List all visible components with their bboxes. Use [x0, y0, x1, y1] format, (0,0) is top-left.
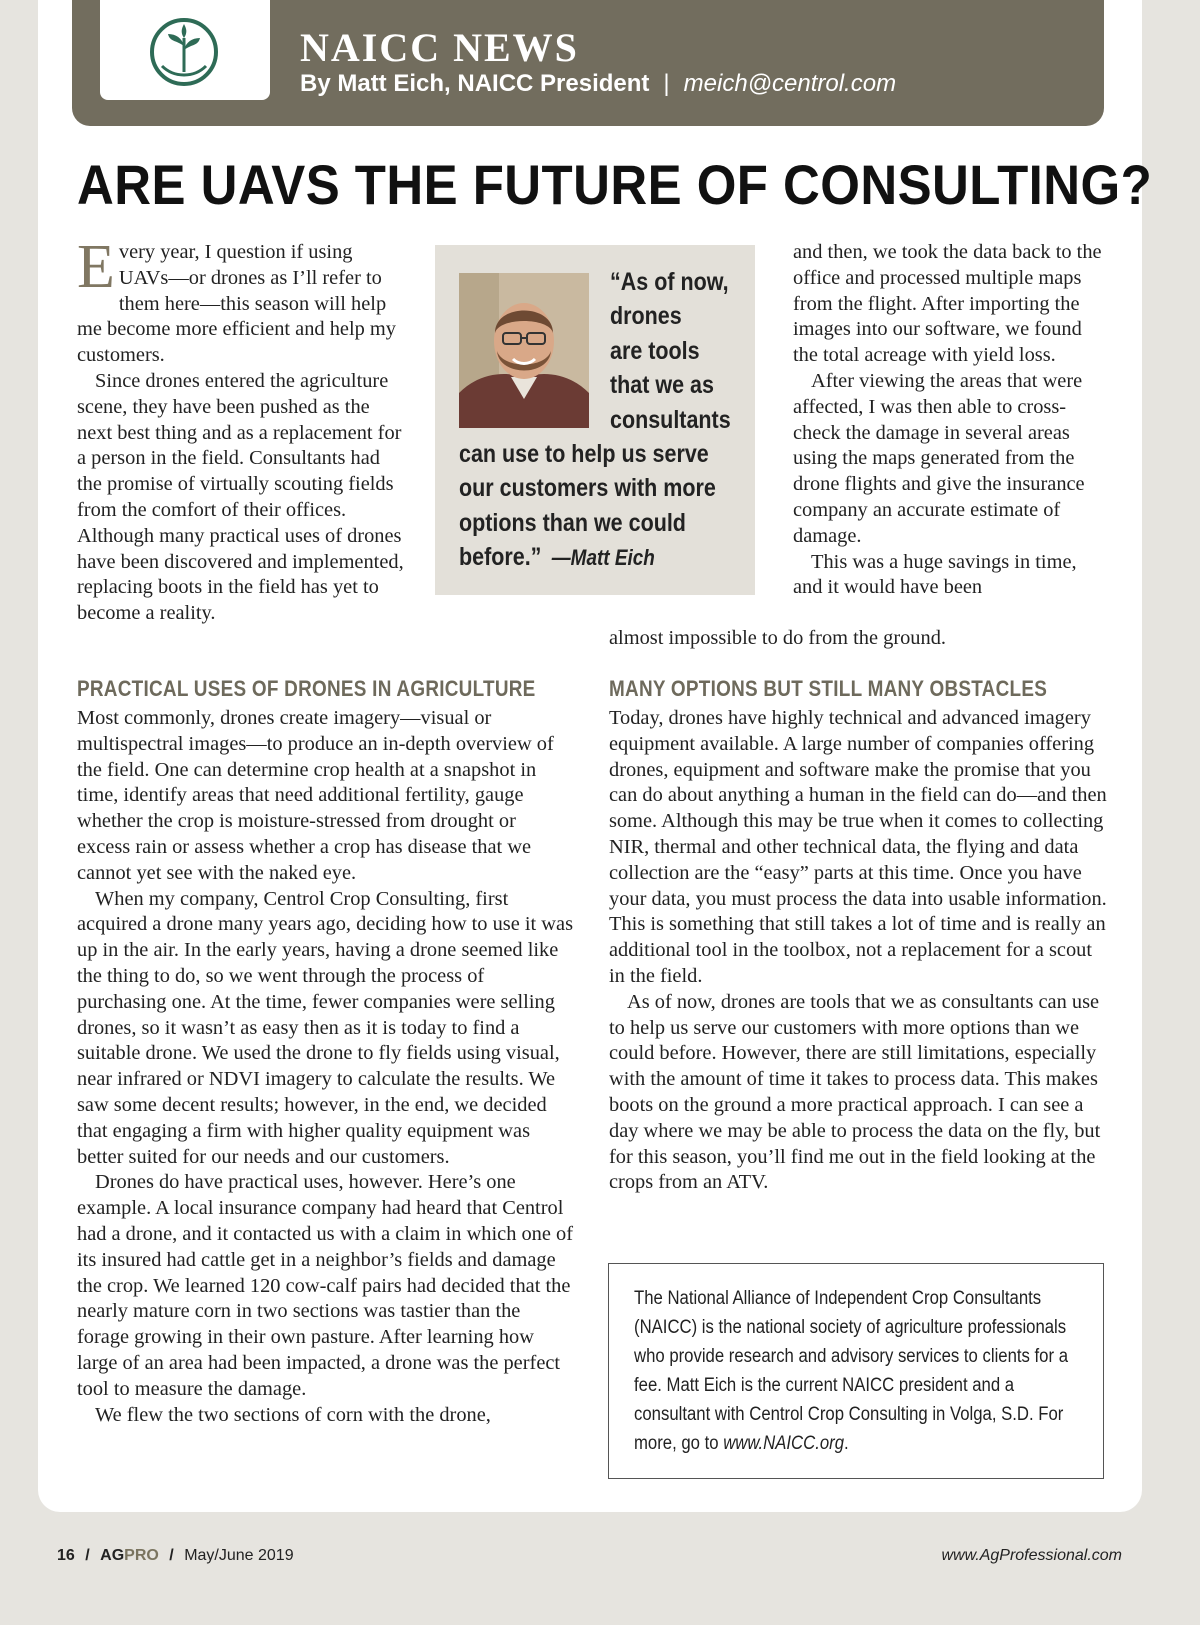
col3-paragraph-3-end [609, 626, 1109, 652]
article-headline: ARE UAVS THE FUTURE OF CONSULTING? [77, 153, 1153, 216]
section2-paragraph-1: Today, drones have highly technical and advanced imagery equipment available. A large number of companies offering drones, equipment and software make the promise that you can do about anything a human in the field can do—and then some. Although this may be true when it comes to collecting NIR, thermal and other technical data, the flying and data collection are the “easy” parts at this time. Once you have your data, you must process the data into usable information. This is something that still takes a lot of time and is really an additional tool in the toolbox, not a replacement for a scout in the field. [609, 707, 1107, 987]
col3-paragraph-3a: This was a huge savings in time, and it would have been [793, 550, 1077, 599]
col3-paragraph-2: After viewing the areas that were affected, I was then able to cross-check the damage in several areas using the maps generated from the drone flights and give the insurance company an accurate estimate of damage. [793, 369, 1085, 547]
section-title: NAICC NEWS [300, 25, 579, 70]
section1-paragraph-3: Drones do have practical uses, however. Here’s one example. A local insurance company had heard that Centrol had a drone, and it contacted us with a claim in which one of its insured had cattle get in a neighbor’s fields and damage the crop. We learned 120 cow-calf pairs had decided that the nearly mature corn in two sections was tastier than the forage growing in their own pasture. After learning how large of an area had been impacted, a drone was the perfect tool to measure the damage. [77, 1171, 574, 1400]
folio-separator: / [169, 1547, 174, 1564]
section-practical-uses [77, 676, 574, 1428]
footer-website[interactable]: www.AgProfessional.com [941, 1547, 1122, 1564]
pull-quote-line: that we as [610, 371, 714, 400]
pull-quote-line: our customers with more [459, 474, 716, 503]
about-naicc-text [634, 1284, 1074, 1458]
pull-quote-bottom [459, 437, 769, 576]
magazine-name-ag: AG [100, 1547, 125, 1564]
subhead-practical-uses: PRACTICAL USES OF DRONES IN AGRICULTURE [77, 676, 536, 701]
pull-quote-line: are tools [610, 336, 700, 365]
folio-separator: / [85, 1547, 90, 1564]
col3-paragraph-3b: almost impossible to do from the ground. [609, 627, 946, 649]
pull-quote-line: can use to help us serve [459, 440, 709, 468]
naicc-plant-logo-icon [148, 16, 220, 88]
section1-paragraph-4: We flew the two sections of corn with the drone, [95, 1403, 491, 1426]
logo-container [100, 0, 270, 100]
pull-quote-box [435, 245, 755, 595]
section2-paragraph-2: As of now, drones are tools that we as consultants can use to help us serve our customers with more options than we could before. However, there are still limitations, especially with the amount of time it takes to process data. This makes boots on the ground a more practical approach. I can see a day where we may be able to process the data on the fly, but for this season, you’ll find me out in the field looking at the crops from an ATV. [609, 990, 1101, 1194]
byline-separator: | [663, 70, 670, 97]
section1-paragraph-2: When my company, Centrol Crop Consulting, first acquired a drone many years ago, deciding how to use it was up in the air. In the early years, having a drone seemed like the thing to do, so we went through the process of purchasing one. At the time, fewer companies were selling drones, so it wasn’t as easy then as it is today to find a suitable drone. We used the drone to fly fields using visual, near infrared or NDVI imagery to calculate the results. We saw some decent results; however, in the end, we decided that engaging a firm with higher quality equipment was better suited for our needs and our customers. [77, 887, 574, 1168]
byline [300, 70, 896, 98]
section-many-options [609, 676, 1109, 1196]
pull-quote-attribution: —Matt Eich [551, 545, 655, 571]
author-portrait [459, 273, 589, 428]
footer-folio [57, 1547, 294, 1565]
about-naicc-body: The National Alliance of Independent Crop Consultants (NAICC) is the national society of agriculture professionals who provide research and advisory services to clients for a fee. Matt Eich is the current NAICC president and a consultant with Centrol Crop Consulting in Volga, S.D. For more, go to [634, 1288, 1069, 1454]
drop-cap: E [77, 233, 115, 301]
pull-quote-top [610, 265, 782, 437]
intro-paragraph-1-text: very year, I question if using UAVs—or drones as I’ll refer to them here—this season will help me become more efficient and help my customers. [77, 241, 396, 367]
about-naicc-box [608, 1263, 1104, 1479]
pull-quote-line: before.” [459, 543, 542, 572]
byline-email[interactable]: meich@centrol.com [683, 70, 897, 97]
right-top-column [793, 240, 1111, 601]
issue-date: May/June 2019 [184, 1547, 294, 1564]
byline-author: By Matt Eich, NAICC President [300, 70, 650, 97]
page-number: 16 [57, 1547, 75, 1564]
subhead-many-options: MANY OPTIONS BUT STILL MANY OBSTACLES [609, 676, 1048, 701]
about-naicc-end: . [844, 1433, 849, 1454]
pull-quote-line: drones [610, 302, 682, 331]
intro-paragraph-1 [77, 233, 407, 369]
naicc-link[interactable]: www.NAICC.org [723, 1433, 845, 1454]
pull-quote-line: options than we could [459, 508, 686, 537]
magazine-name-pro: PRO [124, 1547, 159, 1564]
section1-paragraph-1: Most commonly, drones create imagery—visual or multispectral images—to produce an in-depth overview of the field. One can determine crop health at a snapshot in time, identify areas that need additional fertility, gauge whether the crop is moisture-stressed from drought or excess rain or assess whether a crop has disease that we cannot yet see with the naked eye. [77, 707, 554, 884]
pull-quote-line: “As of now, [610, 268, 729, 296]
pull-quote-line: consultants [610, 405, 731, 434]
intro-column [77, 233, 407, 627]
col3-paragraph-1: and then, we took the data back to the office and processed multiple maps from the flight. After importing the images into our software, we found the total acreage with yield loss. [793, 241, 1102, 367]
intro-paragraph-2: Since drones entered the agriculture scene, they have been pushed as the next best thing and as a replacement for a person in the field. Consultants had the promise of virtually scouting fields from the comfort of their offices. Although many practical uses of drones have been discovered and implemented, replacing boots in the field has yet to become a reality. [77, 369, 404, 625]
